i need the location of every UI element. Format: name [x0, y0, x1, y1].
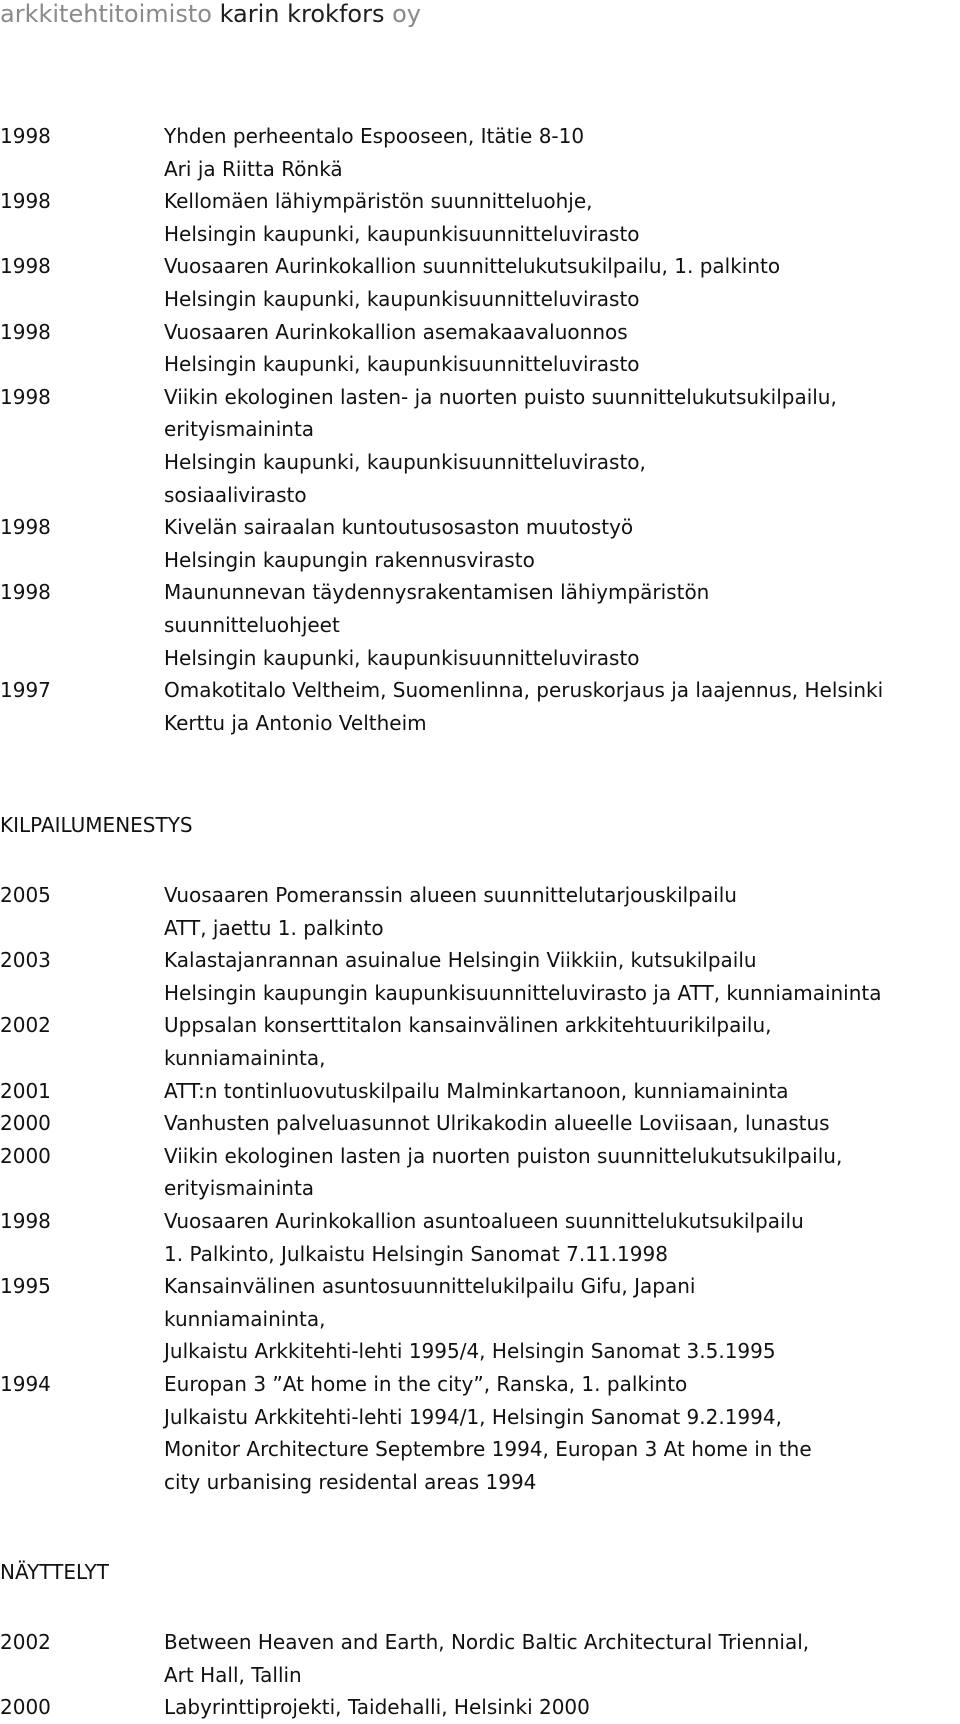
entry-line: Julkaistu Arkkitehti-lehti 1994/1, Helsingin Sanomat 9.2.1994,: [164, 1404, 782, 1429]
entry-line: Uppsalan konserttitalon kansainvälinen arkkitehtuurikilpailu,: [164, 1013, 772, 1038]
entry-description: [164, 879, 960, 944]
entry-line: Helsingin kaupunki, kaupunkisuunnitteluvirasto: [164, 221, 640, 246]
entry-description: [164, 120, 960, 185]
entry-description: [164, 185, 960, 250]
entry-year: 2002: [0, 1013, 51, 1038]
list-item: [0, 576, 960, 674]
entry-year: 1998: [0, 515, 51, 540]
entry-description: [164, 1270, 960, 1368]
entry-year: 1994: [0, 1371, 51, 1396]
entry-line: Kellomäen lähiympäristön suunnitteluohje,: [164, 189, 593, 214]
section-title-competitions: KILPAILUMENESTYS: [0, 813, 193, 837]
section-title-exhibitions: NÄYTTELYT: [0, 1560, 109, 1584]
entry-year: 1998: [0, 384, 51, 409]
list-item: [0, 1075, 960, 1108]
entry-year: 2005: [0, 883, 51, 907]
entry-line: 1. Palkinto, Julkaistu Helsingin Sanomat 7.11.1998: [164, 1241, 668, 1266]
list-item: [0, 316, 960, 381]
entry-year: 2003: [0, 948, 51, 973]
entry-year: 1998: [0, 319, 51, 344]
entry-description: [164, 1009, 960, 1074]
entry-line: Helsingin kaupunki, kaupunkisuunnitteluvirasto: [164, 352, 640, 377]
entry-line: Viikin ekologinen lasten ja nuorten puiston suunnittelukutsukilpailu,: [164, 1143, 843, 1168]
list-item: [0, 511, 960, 576]
company-header: [0, 0, 421, 28]
list-item: [0, 185, 960, 250]
list-item: [0, 944, 960, 1009]
entry-line: Helsingin kaupunki, kaupunkisuunnitteluvirasto: [164, 286, 640, 311]
entry-description: [164, 1140, 960, 1205]
entry-description: [164, 1626, 960, 1691]
list-item: [0, 1368, 960, 1498]
entry-line: Kalastajanrannan asuinalue Helsingin Viikkiin, kutsukilpailu: [164, 948, 757, 973]
entry-year: 1997: [0, 678, 51, 703]
entry-year: 2000: [0, 1143, 51, 1168]
entry-line: Labyrinttiprojekti, Taidehalli, Helsinki 2000: [164, 1695, 590, 1720]
list-item: [0, 1107, 960, 1140]
entry-line: Vuosaaren Aurinkokallion asemakaavaluonnos: [164, 319, 628, 344]
entry-line: Helsingin kaupungin rakennusvirasto: [164, 547, 535, 572]
entry-description: [164, 250, 960, 315]
entry-line: Yhden perheentalo Espooseen, Itätie 8-10: [164, 124, 585, 148]
competitions-list: [0, 879, 960, 1498]
entry-year: 1998: [0, 254, 51, 279]
entry-line: Monitor Architecture Septembre 1994, Europan 3 At home in the: [164, 1437, 812, 1462]
entry-line: kunniamaininta,: [164, 1045, 326, 1070]
list-item: [0, 1691, 960, 1724]
list-item: [0, 1205, 960, 1270]
entry-line: city urbanising residental areas 1994: [164, 1469, 537, 1494]
exhibitions-list: [0, 1626, 960, 1724]
entry-description: [164, 1107, 960, 1140]
entry-year: 2000: [0, 1111, 51, 1136]
entry-description: [164, 1691, 960, 1724]
entry-line: Julkaistu Arkkitehti-lehti 1995/4, Helsingin Sanomat 3.5.1995: [164, 1339, 776, 1364]
entry-line: Kansainvälinen asuntosuunnittelukilpailu Gifu, Japani: [164, 1274, 696, 1299]
entry-line: Art Hall, Tallin: [164, 1662, 302, 1687]
entry-line: suunnitteluohjeet: [164, 612, 340, 637]
entry-line: Between Heaven and Earth, Nordic Baltic Architectural Triennial,: [164, 1630, 810, 1654]
entry-line: Vanhusten palveluasunnot Ulrikakodin alueelle Loviisaan, lunastus: [164, 1111, 830, 1136]
entry-description: [164, 944, 960, 1009]
list-item: [0, 1140, 960, 1205]
entry-line: erityismaininta: [164, 417, 315, 442]
entry-description: [164, 1205, 960, 1270]
entry-year: 2001: [0, 1078, 51, 1103]
list-item: [0, 674, 960, 739]
entry-year: 2000: [0, 1695, 51, 1720]
entry-year: 1998: [0, 124, 51, 148]
entry-description: [164, 511, 960, 576]
entry-description: [164, 381, 960, 511]
entry-year: 2002: [0, 1630, 51, 1654]
entry-line: Europan 3 ”At home in the city”, Ranska, 1. palkinto: [164, 1371, 688, 1396]
entry-line: Helsingin kaupunki, kaupunkisuunnitteluvirasto: [164, 645, 640, 670]
entry-line: ATT, jaettu 1. palkinto: [164, 915, 384, 940]
entry-line: Vuosaaren Aurinkokallion asuntoalueen suunnittelukutsukilpailu: [164, 1208, 804, 1233]
entry-line: Viikin ekologinen lasten- ja nuorten puisto suunnittelukutsukilpailu,: [164, 384, 837, 409]
entry-year: 1995: [0, 1274, 51, 1299]
entry-description: [164, 576, 960, 674]
entry-line: Kivelän sairaalan kuntoutusosaston muutostyö: [164, 515, 634, 540]
list-item: [0, 1270, 960, 1368]
entry-line: Helsingin kaupunki, kaupunkisuunnitteluvirasto,: [164, 449, 646, 474]
company-prefix: arkkitehtitoimisto: [0, 0, 212, 28]
entry-year: 1998: [0, 580, 51, 605]
list-item: [0, 879, 960, 944]
entry-line: Vuosaaren Aurinkokallion suunnittelukutsukilpailu, 1. palkinto: [164, 254, 781, 279]
entry-line: Helsingin kaupungin kaupunkisuunnitteluvirasto ja ATT, kunniamaininta: [164, 980, 882, 1005]
list-item: [0, 120, 960, 185]
exhibitions-section: [0, 1556, 960, 1724]
company-name: karin krokfors: [219, 0, 385, 28]
competitions-section: [0, 809, 960, 1498]
entry-description: [164, 316, 960, 381]
entry-line: kunniamaininta,: [164, 1306, 326, 1331]
entry-line: sosiaalivirasto: [164, 482, 307, 507]
projects-list: [0, 120, 960, 739]
entry-line: Omakotitalo Veltheim, Suomenlinna, peruskorjaus ja laajennus, Helsinki: [164, 678, 884, 703]
entry-description: [164, 1368, 960, 1498]
entry-line: Ari ja Riitta Rönkä: [164, 156, 343, 181]
entry-description: [164, 1075, 960, 1108]
entry-line: Maununnevan täydennysrakentamisen lähiympäristön: [164, 580, 710, 605]
list-item: [0, 381, 960, 511]
list-item: [0, 1626, 960, 1691]
entry-line: Vuosaaren Pomeranssin alueen suunnittelutarjouskilpailu: [164, 883, 737, 907]
entry-line: erityismaininta: [164, 1176, 315, 1201]
entry-line: ATT:n tontinluovutuskilpailu Malminkartanoon, kunniamaininta: [164, 1078, 789, 1103]
list-item: [0, 1009, 960, 1074]
list-item: [0, 250, 960, 315]
entry-year: 1998: [0, 1208, 51, 1233]
company-suffix: oy: [392, 0, 421, 28]
entry-description: [164, 674, 960, 739]
entry-year: 1998: [0, 189, 51, 214]
entry-line: Kerttu ja Antonio Veltheim: [164, 710, 427, 735]
